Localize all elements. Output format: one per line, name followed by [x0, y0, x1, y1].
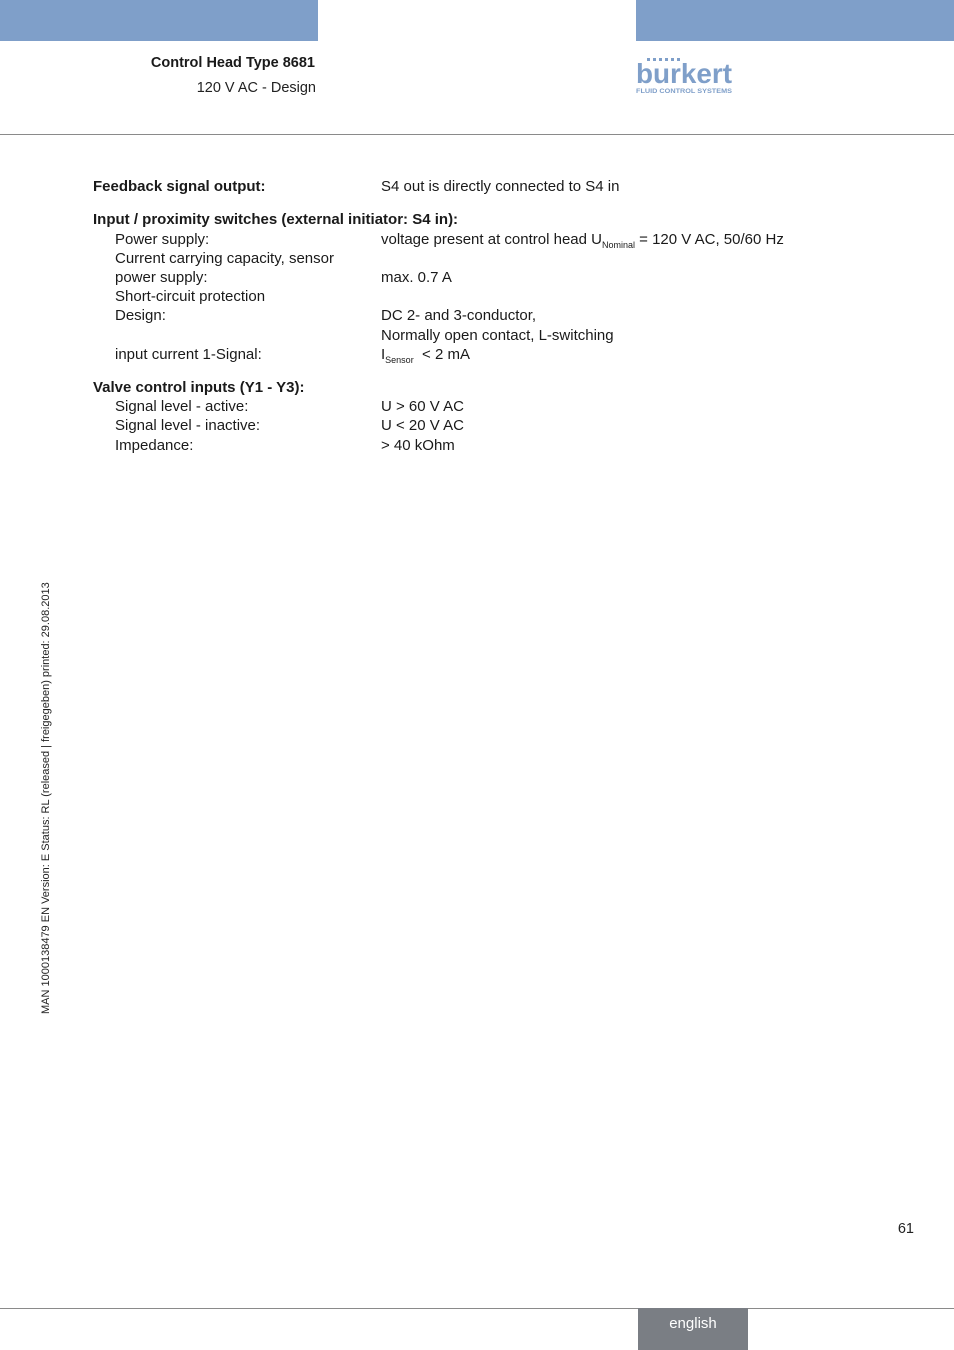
input-switches-heading: Input / proximity switches (external initiator: S4 in): — [93, 211, 459, 228]
signal-active-value: U > 60 V AC — [381, 398, 464, 415]
page-number: 61 — [897, 1221, 914, 1237]
current-capacity-label-line2: power supply: — [115, 269, 208, 286]
svg-text:FLUID CONTROL SYSTEMS: FLUID CONTROL SYSTEMS — [636, 89, 732, 95]
language-label: english — [669, 1315, 717, 1332]
input-current-value: $I_{Sensor} < 2$ mA — [381, 346, 470, 365]
footer-divider — [0, 1308, 954, 1309]
power-supply-value: voltage present at control head $U_{Nominal} = 120$ V AC, 50/60 Hz — [381, 231, 784, 250]
document-id-note: MAN 1000138479 EN Version: E Status: RL (released | freigegeben) printed: 29.08.2013 — [40, 582, 52, 1014]
current-capacity-value: max. 0.7 A — [381, 269, 452, 286]
current-capacity-label-line1: Current carrying capacity, sensor — [115, 250, 334, 267]
impedance-value: > 40 kOhm — [381, 437, 455, 454]
design-value-line1: DC 2- and 3-conductor, — [381, 307, 537, 324]
input-current-label: input current 1-Signal: — [115, 346, 262, 363]
power-supply-label: Power supply: — [115, 231, 210, 248]
document-title: Control Head Type 8681 — [150, 55, 315, 71]
feedback-label: Feedback signal output: — [93, 178, 266, 195]
burkert-logo — [636, 56, 736, 96]
signal-active-label: Signal level - active: — [115, 398, 249, 415]
signal-inactive-label: Signal level - inactive: — [115, 417, 261, 434]
impedance-label: Impedance: — [115, 437, 194, 454]
feedback-value: S4 out is directly connected to S4 in — [381, 178, 620, 195]
svg-text:burkert: burkert — [636, 58, 732, 89]
header-band-right — [636, 0, 954, 41]
header-band-left — [0, 0, 318, 41]
short-circuit-label: Short-circuit protection — [115, 288, 266, 305]
signal-inactive-value: U < 20 V AC — [381, 417, 464, 434]
design-label: Design: — [115, 307, 166, 324]
language-tab — [638, 1308, 748, 1350]
design-value-line2: Normally open contact, L-switching — [381, 327, 614, 344]
valve-inputs-heading: Valve control inputs (Y1 - Y3): — [93, 379, 305, 396]
document-subtitle: 120 V AC - Design — [196, 80, 316, 96]
header-divider — [0, 134, 954, 135]
